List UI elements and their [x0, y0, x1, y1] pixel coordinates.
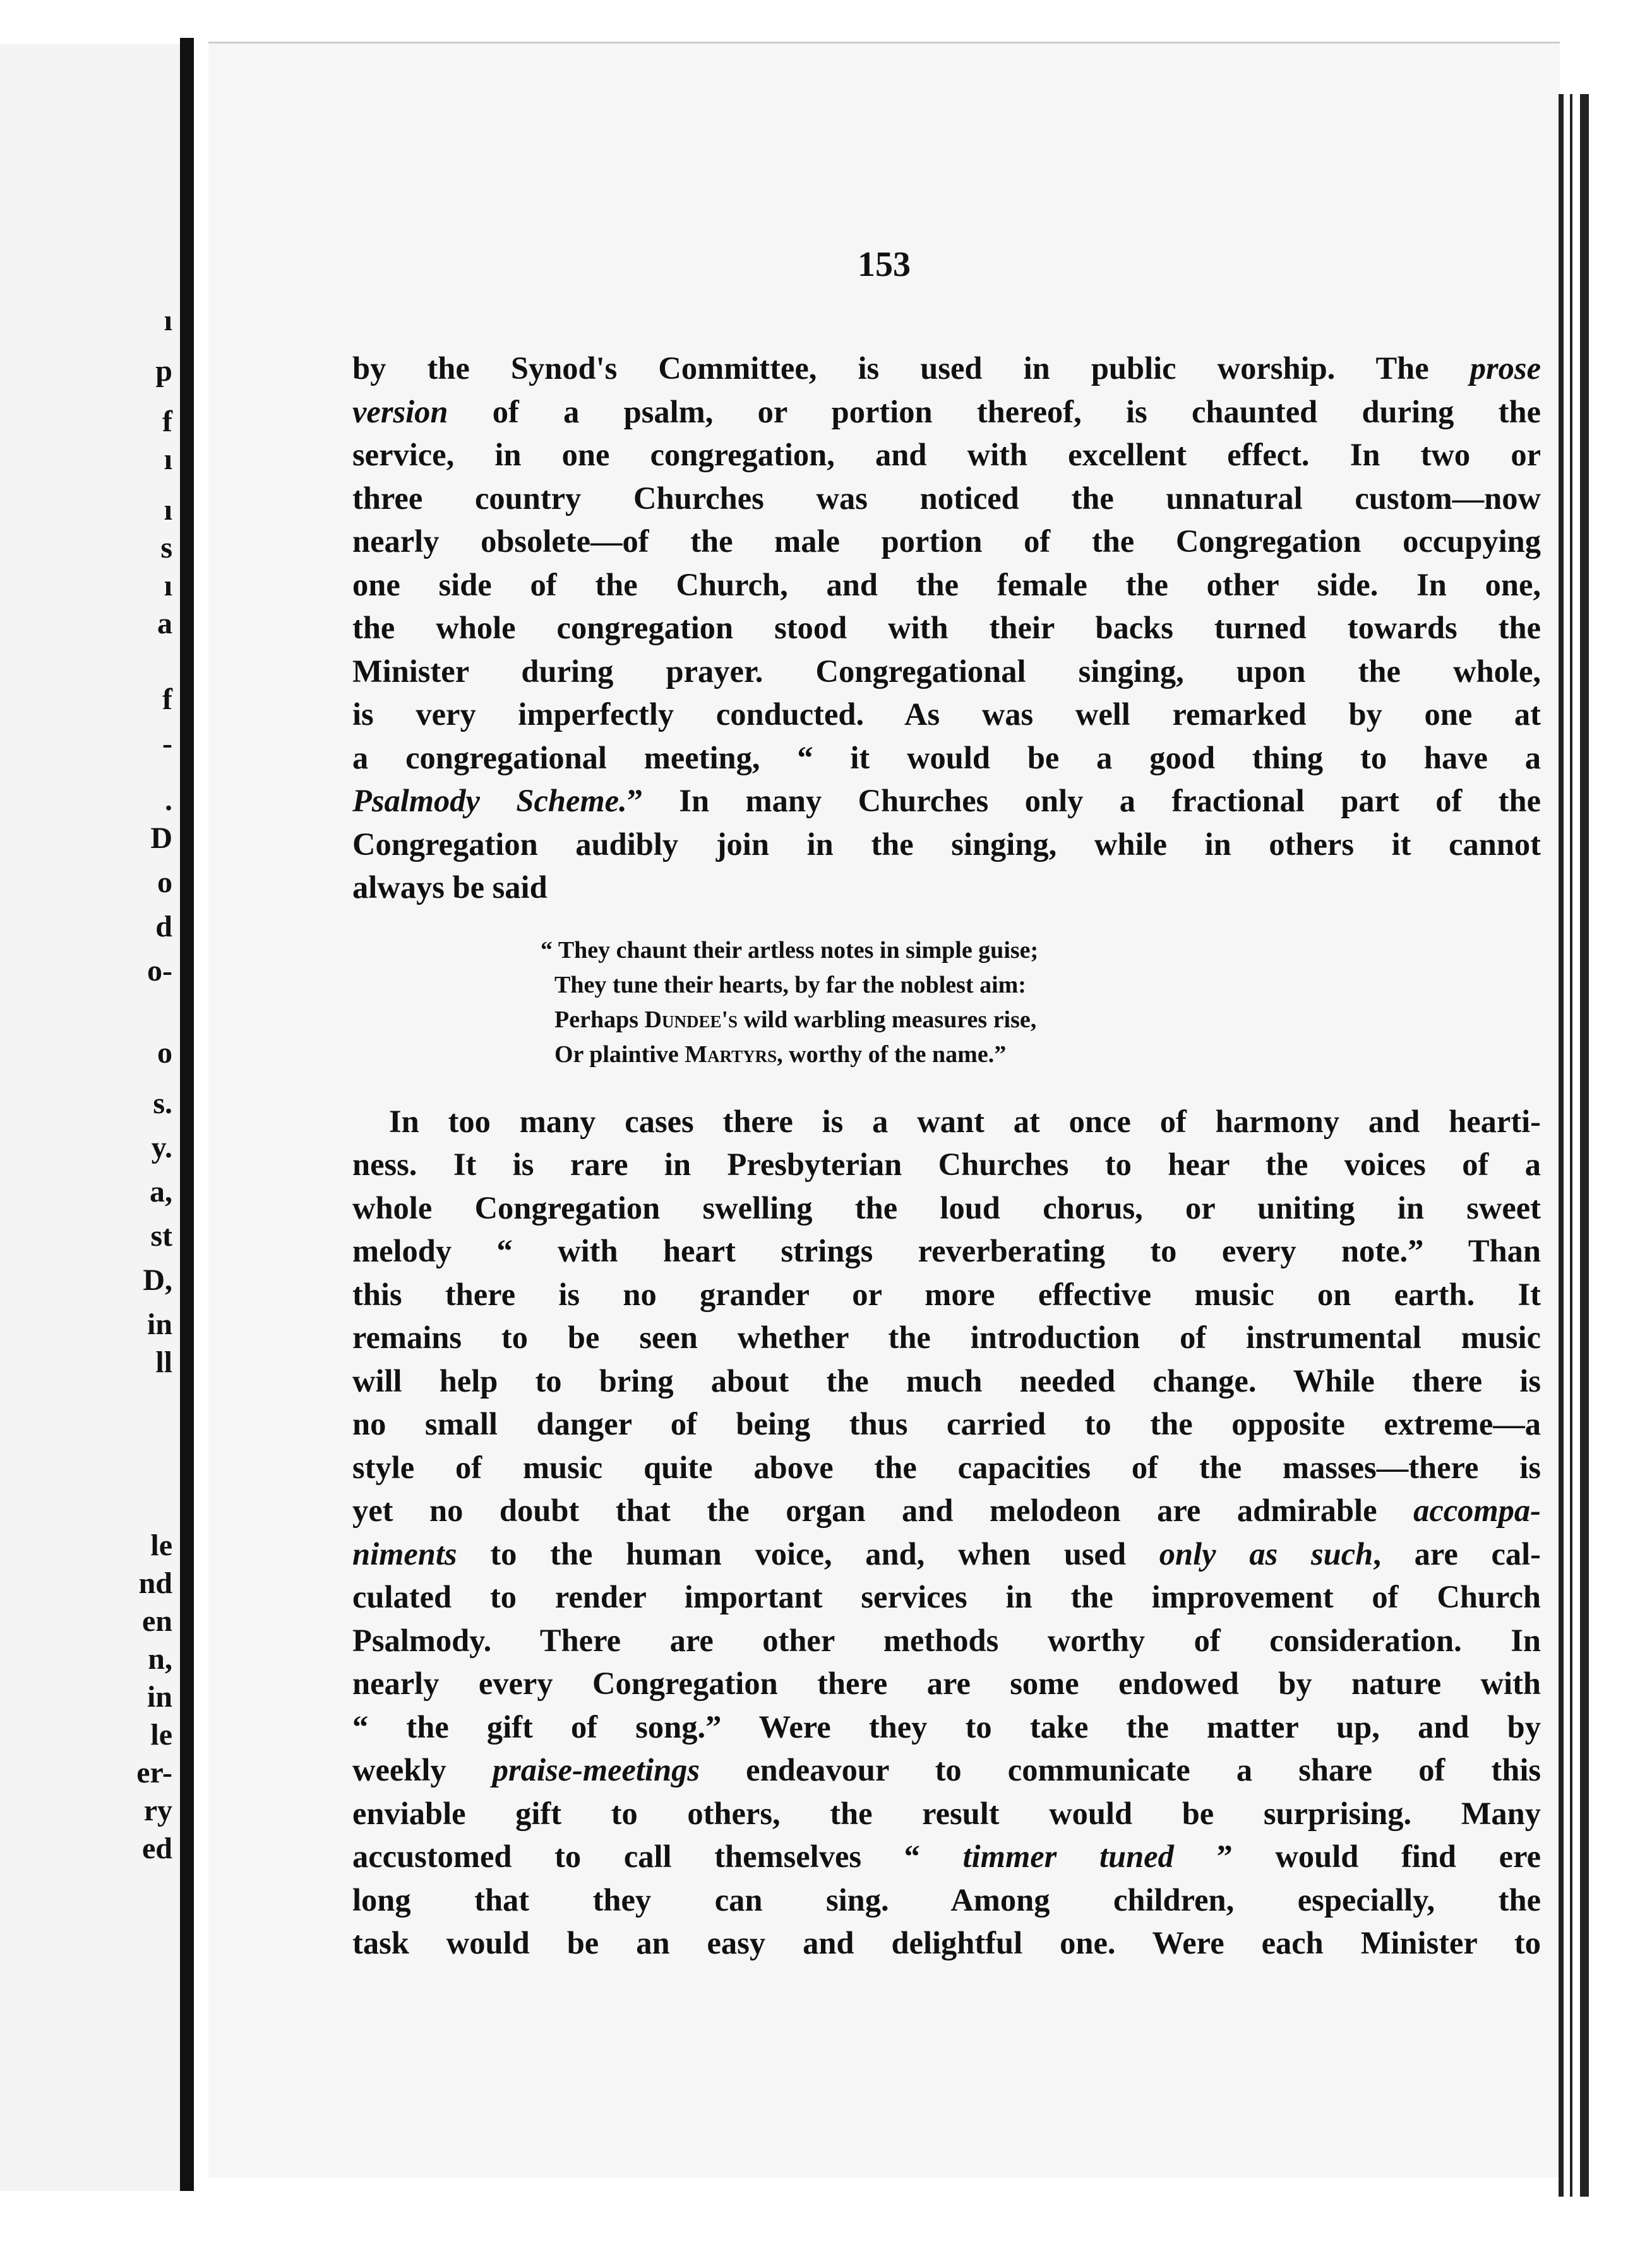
facing-page-fragment: o	[157, 866, 172, 899]
text-line: whole Congregation swelling the loud chorus, or uniting in sweet	[352, 1190, 1541, 1226]
facing-page-fragment: st	[150, 1219, 172, 1253]
text-line: niments to the human voice, and, when used only as such, are cal-	[352, 1536, 1541, 1572]
text-line: three country Churches was noticed the unnatural custom—now	[352, 480, 1541, 516]
page-edge-line	[1559, 94, 1564, 2197]
facing-page-fragment: f	[162, 683, 172, 716]
verse-line: Perhaps Dundee's wild warbling measures rise,	[554, 1006, 1037, 1033]
facing-page-fragment: d	[155, 910, 172, 943]
text-line: long that they can sing. Among children, especially, the	[352, 1882, 1541, 1918]
facing-page-fragment: en	[142, 1604, 172, 1638]
text-line: Congregation audibly join in the singing, while in others it cannot	[352, 826, 1541, 862]
page-number: 153	[858, 245, 911, 284]
facing-page-fragment: D,	[143, 1263, 172, 1297]
facing-page-fragment: in	[147, 1308, 172, 1341]
facing-page-fragment: ı	[164, 443, 172, 476]
quoted-verse	[352, 933, 1541, 1072]
facing-page-fragment: a	[157, 607, 172, 640]
facing-page-fragment: ı	[164, 493, 172, 527]
facing-page-fragment: o-	[147, 954, 172, 988]
text-line: culated to render important services in the improvement of Church	[352, 1579, 1541, 1614]
facing-page-fragment: ı	[164, 304, 172, 337]
text-line: a congregational meeting, “ it would be a good thing to have a	[352, 739, 1541, 775]
facing-page-fragment: -	[162, 727, 172, 760]
text-line: this there is no grander or more effective music on earth. It	[352, 1276, 1541, 1312]
facing-page-fragment: ry	[143, 1794, 172, 1827]
facing-page	[0, 44, 180, 2191]
facing-page-fragment: le	[150, 1718, 172, 1752]
text-line: is very imperfectly conducted. As was well remarked by one at	[352, 696, 1541, 732]
text-line: version of a psalm, or portion thereof, is chaunted during the	[352, 393, 1541, 429]
text-line: one side of the Church, and the female the other side. In one,	[352, 566, 1541, 602]
text-line: enviable gift to others, the result would be surprising. Many	[352, 1795, 1541, 1831]
text-line: remains to be seen whether the introduction of instrumental music	[352, 1320, 1541, 1355]
text-line: Psalmody. There are other methods worthy of consideration. In	[352, 1622, 1541, 1658]
text-line: accustomed to call themselves “ timmer tuned ” would find ere	[352, 1839, 1541, 1874]
text-line: the whole congregation stood with their backs turned towards the	[352, 610, 1541, 645]
facing-page-fragment: s	[160, 531, 172, 564]
facing-page-fragment: le	[150, 1529, 172, 1562]
facing-page-fragment: y.	[151, 1131, 172, 1164]
text-line: always be said	[352, 869, 548, 905]
book-gutter	[180, 38, 194, 2191]
facing-page-fragment: p	[155, 354, 172, 388]
facing-page-fragment: a,	[150, 1175, 172, 1209]
text-line: melody “ with heart strings reverberating to every note.” Than	[352, 1233, 1541, 1268]
facing-page-fragment: er-	[136, 1756, 172, 1789]
facing-page-fragment: in	[147, 1680, 172, 1714]
text-line: will help to bring about the much needed change. While there is	[352, 1363, 1541, 1399]
text-line: nearly every Congregation there are some endowed by nature with	[352, 1666, 1541, 1701]
facing-page-fragment: ll	[155, 1346, 172, 1379]
page-edge-line	[1570, 94, 1572, 2197]
text-line: service, in one congregation, and with excellent effect. In two or	[352, 437, 1541, 472]
facing-page-fragment: f	[162, 405, 172, 438]
facing-page-fragment: D	[150, 821, 172, 855]
facing-page-fragment: s.	[153, 1087, 172, 1120]
text-line: task would be an easy and delightful one. Were each Minister to	[352, 1925, 1541, 1961]
text-line: weekly praise-meetings endeavour to communicate a share of this	[352, 1752, 1541, 1788]
text-line: by the Synod's Committee, is used in public worship. The prose	[352, 350, 1541, 386]
page-edge-line	[1580, 94, 1589, 2197]
facing-page-fragment: o	[157, 1036, 172, 1070]
text-line: ness. It is rare in Presbyterian Churches to hear the voices of a	[352, 1147, 1541, 1182]
facing-page-fragment: ed	[142, 1832, 172, 1865]
text-line: style of music quite above the capacities of the masses—there is	[352, 1449, 1541, 1485]
text-line: “ the gift of song.” Were they to take the matter up, and by	[352, 1709, 1541, 1745]
book-page	[208, 42, 1560, 2178]
facing-page-fragment: ı	[164, 569, 172, 602]
text-line: nearly obsolete—of the male portion of the Congregation occupying	[352, 523, 1541, 559]
verse-line: They tune their hearts, by far the noblest aim:	[554, 971, 1026, 998]
verse-line: Or plaintive Martyrs, worthy of the name.”	[554, 1041, 1007, 1068]
facing-page-fragment: .	[165, 784, 172, 817]
text-line: Psalmody Scheme.” In many Churches only a fractional part of the	[352, 783, 1541, 818]
text-line: Minister during prayer. Congregational singing, upon the whole,	[352, 653, 1541, 689]
page-body	[352, 347, 1541, 1965]
facing-page-fragment: n,	[148, 1642, 172, 1676]
text-line: no small danger of being thus carried to the opposite extreme—a	[352, 1406, 1541, 1441]
text-line: In too many cases there is a want at once of harmony and hearti-	[389, 1103, 1541, 1139]
text-line: yet no doubt that the organ and melodeon are admirable accompa-	[352, 1493, 1541, 1528]
facing-page-fragment: nd	[138, 1567, 172, 1600]
verse-line: “ They chaunt their artless notes in simple guise;	[541, 936, 1039, 964]
